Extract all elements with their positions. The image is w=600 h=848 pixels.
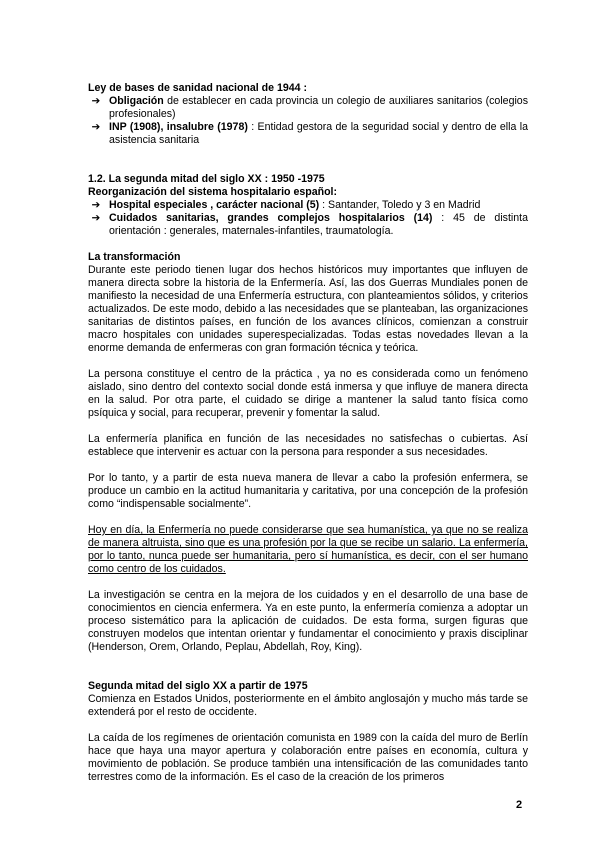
page-number: 2 (516, 799, 523, 811)
subheading-reorganizacion: Reorganización del sistema hospitalario español: (88, 186, 338, 198)
section-heading-transformacion: La transformación (88, 251, 181, 263)
paragraph: La caída de los regímenes de orientación comunista en 1989 con la caída del muro de Berlín hace que haya una mayor apertura y colaboración entre países en economía, cultura y movimiento de población. Se produce también una intensificación de las comunidades tanto terrestres como de la información. Es el caso de la creación de los primeros (88, 732, 528, 783)
arrow-icon: ➔ (91, 199, 101, 211)
arrow-icon: ➔ (91, 95, 101, 107)
paragraph: Por lo tanto, y a partir de esta nueva manera de llevar a cabo la profesión enfermera, se produce un cambio en la actitud humanitaria y caritativa, por una concepción de la profesión como “indispensable socialmente”. (88, 472, 528, 510)
bullet-term: Cuidados sanitarias, grandes complejos hospitalarios (14) (109, 212, 433, 224)
bullet-term: Hospital especiales , carácter nacional (5) (109, 199, 320, 211)
arrow-icon: ➔ (91, 212, 101, 224)
bullet-text: : Santander, Toledo y 3 en Madrid (319, 199, 481, 211)
paragraph: La persona constituye el centro de la práctica , ya no es considerada como un fenómeno aislado, sino dentro del contexto social donde está inmersa y que influye de manera directa en la salud. Por otra parte, el cuidado se dirige a mantener la salud tanto física como psíquica y social, para recuperar, prevenir y fomentar la salud. (88, 368, 528, 419)
paragraph: La enfermería planifica en función de las necesidades no satisfechas o cubiertas. Así establece que intervenir es actuar con la persona para responder a sus necesidades. (88, 433, 528, 458)
section-heading-1975: Segunda mitad del siglo XX a partir de 1975 (88, 680, 308, 692)
arrow-icon: ➔ (91, 121, 101, 133)
paragraph: Durante este periodo tienen lugar dos hechos históricos muy importantes que influyen de manera directa sobre la historia de la Enfermería. Así, las dos Guerras Mundiales ponen de manifiesto la necesidad de una Enfermería estructura, con planteamientos sólidos, y criterios actualizados. De este modo, debido a las necesidades que se planteaban, las organizaciones sanitarias de distintos países, en función de los avances clínicos, comienzan a construir macro hospitales con unidades superespecializadas. Todas estas novedades llevan a la enorme demanda de enfermeras con gran formación técnica y teórica. (88, 264, 528, 354)
document-page (88, 82, 528, 784)
underlined-paragraph: Hoy en día, la Enfermería no puede considerarse que sea humanística, ya que no se realiza de manera altruista, sino que es una profesión por la que se recibe un salario. La enfermería, por lo tanto, nunca puede ser humanitaria, pero sí humanística, es decir, con el ser humano como centro de los cuidados. (88, 524, 528, 575)
paragraph: La investigación se centra en la mejora de los cuidados y en el desarrollo de una base de conocimientos en ciencia enfermera. Ya en este punto, la enfermería comienza a adoptar un proceso sistemático para la aplicación de cuidados. De esta forma, surgen figuras que construyen modelos que intentan orientar y fundamentar el conocimiento y praxis disciplinar (Henderson, Orem, Orlando, Peplau, Abdellah, Roy, King). (88, 589, 528, 653)
bullet-text: : 45 de distinta orientación : generales, maternales-infantiles, traumatología. (109, 212, 528, 237)
bullet-term: INP (1908), insalubre (1978) (109, 121, 248, 133)
bullet-text: : Entidad gestora de la seguridad social y dentro de ella la asistencia sanitaria (109, 121, 528, 146)
section-heading-segunda-mitad: 1.2. La segunda mitad del siglo XX : 1950 -1975 (88, 173, 325, 185)
bullet-obligacion (89, 95, 528, 121)
paragraph: Comienza en Estados Unidos, posteriormente en el ámbito anglosajón y mucho más tarde se extenderá por el resto de occidente. (88, 693, 528, 718)
section-heading-ley-1944: Ley de bases de sanidad nacional de 1944 : (88, 82, 308, 94)
bullet-inp (89, 121, 528, 147)
bullet-cuidados-sanitarias (89, 212, 528, 238)
bullet-hospital-especiales (89, 199, 528, 212)
bullet-term: Obligación (109, 95, 164, 107)
bullet-text: de establecer en cada provincia un colegio de auxiliares sanitarios (colegios profesionales) (109, 95, 528, 120)
